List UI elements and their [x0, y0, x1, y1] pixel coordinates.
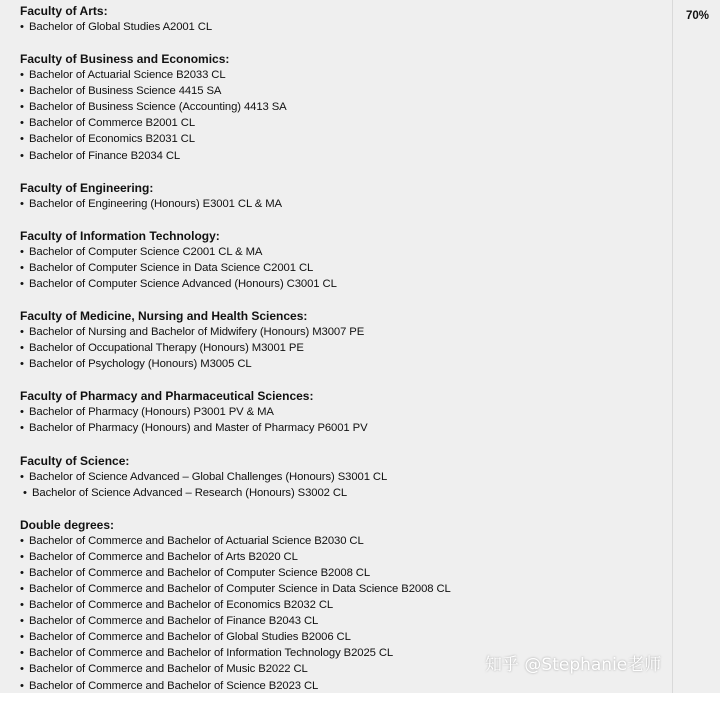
degree-name: Bachelor of Commerce and Bachelor of Global Studies B2006 CL — [29, 631, 351, 644]
degree-name: Bachelor of Nursing and Bachelor of Midwifery (Honours) M3007 PE — [29, 326, 365, 339]
degree-name: Bachelor of Pharmacy (Honours) P3001 PV & MA — [29, 406, 274, 419]
bullet-icon: • — [20, 101, 24, 114]
bullet-icon: • — [23, 486, 27, 499]
bullet-icon: • — [20, 21, 24, 33]
degree-list-item — [20, 549, 670, 565]
degree-list-item — [20, 340, 670, 356]
degree-list-item — [20, 581, 670, 597]
bullet-icon: • — [20, 679, 24, 692]
faculty-section — [20, 51, 670, 164]
degree-list-item — [20, 420, 670, 436]
degree-list-item — [20, 565, 670, 581]
degree-name: Bachelor of Commerce and Bachelor of Computer Science in Data Science B2008 CL — [29, 582, 451, 595]
bullet-icon: • — [20, 261, 24, 274]
bullet-icon: • — [20, 663, 24, 676]
degree-name: Bachelor of Commerce and Bachelor of Music B2022 CL — [29, 663, 308, 676]
degree-list-item — [20, 19, 670, 35]
degree-name: Bachelor of Commerce and Bachelor of Arts B2020 CL — [29, 550, 298, 563]
degree-name: Bachelor of Commerce B2001 CL — [29, 117, 196, 130]
faculty-section — [20, 228, 670, 292]
degree-name: Bachelor of Commerce and Bachelor of Finance B2043 CL — [29, 615, 319, 628]
degree-list-item — [20, 629, 670, 645]
bullet-icon: • — [20, 406, 24, 419]
faculty-title: Faculty of Pharmacy and Pharmaceutical Sciences: — [20, 389, 314, 404]
degree-list-item — [20, 148, 670, 164]
degree-list-item — [20, 83, 670, 99]
faculty-title: Faculty of Science: — [20, 453, 130, 468]
bullet-icon: • — [20, 149, 24, 162]
bullet-icon: • — [20, 550, 24, 563]
degree-name: Bachelor of Economics B2031 CL — [29, 133, 195, 146]
bullet-icon: • — [20, 534, 24, 547]
degree-list-item — [20, 404, 670, 420]
degree-name: Bachelor of Science Advanced – Global Challenges (Honours) S3001 CL — [29, 470, 388, 483]
degree-list-item — [20, 469, 670, 485]
degree-name: Bachelor of Commerce and Bachelor of Information Technology B2025 CL — [29, 647, 394, 660]
bullet-icon: • — [20, 422, 24, 435]
percentage-column — [673, 0, 720, 693]
degree-list-item — [20, 356, 670, 372]
degree-name: Bachelor of Science Advanced – Research (Honours) S3002 CL — [32, 486, 348, 499]
bullet-icon: • — [20, 197, 24, 210]
degree-name: Bachelor of Computer Science C2001 CL & MA — [29, 245, 263, 258]
bullet-icon: • — [20, 358, 24, 371]
degree-name: Bachelor of Occupational Therapy (Honours) M3001 PE — [29, 342, 304, 355]
degree-name: Bachelor of Computer Science in Data Science C2001 CL — [29, 261, 314, 274]
watermark: 知乎 @Stephanie老师 — [485, 655, 662, 675]
degree-list-item — [20, 276, 670, 292]
degree-name: Bachelor of Global Studies A2001 CL — [29, 21, 213, 33]
degree-name: Bachelor of Computer Science Advanced (Honours) C3001 CL — [29, 277, 337, 290]
degree-list-item — [20, 131, 670, 147]
faculty-title: Faculty of Medicine, Nursing and Health Sciences: — [20, 309, 308, 324]
degree-list-item — [20, 613, 670, 629]
degree-name: Bachelor of Finance B2034 CL — [29, 149, 181, 162]
bullet-icon: • — [20, 117, 24, 130]
degree-name: Bachelor of Commerce and Bachelor of Economics B2032 CL — [29, 599, 334, 612]
faculty-section — [20, 453, 670, 501]
bullet-icon: • — [20, 342, 24, 355]
faculty-section — [20, 388, 670, 436]
course-list — [20, 3, 670, 710]
faculty-section — [20, 3, 670, 35]
faculty-title: Faculty of Engineering: — [20, 180, 154, 195]
degree-name: Bachelor of Commerce and Bachelor of Computer Science B2008 CL — [29, 566, 371, 579]
degree-name: Bachelor of Commerce and Bachelor of Science B2023 CL — [29, 679, 319, 692]
degree-list-item — [20, 115, 670, 131]
bullet-icon: • — [20, 647, 24, 660]
bullet-icon: • — [20, 582, 24, 595]
faculty-section — [20, 180, 670, 212]
bullet-icon: • — [20, 615, 24, 628]
bullet-icon: • — [20, 245, 24, 258]
degree-list-item — [20, 678, 670, 694]
degree-name: Bachelor of Engineering (Honours) E3001 CL & MA — [29, 197, 282, 210]
degree-name: Bachelor of Commerce and Bachelor of Actuarial Science B2030 CL — [29, 534, 364, 547]
faculty-title: Faculty of Information Technology: — [20, 228, 220, 243]
bullet-icon: • — [20, 326, 24, 339]
degree-list-item — [20, 244, 670, 260]
degree-list-item — [20, 324, 670, 340]
degree-list-item — [20, 196, 670, 212]
degree-list-item — [20, 67, 670, 83]
degree-list-item — [20, 485, 670, 501]
degree-name: Bachelor of Business Science 4415 SA — [29, 85, 222, 98]
bullet-icon: • — [20, 85, 24, 98]
degree-name: Bachelor of Pharmacy (Honours) and Master of Pharmacy P6001 PV — [29, 422, 368, 435]
degree-list-item — [20, 597, 670, 613]
faculty-title: Faculty of Business and Economics: — [20, 52, 230, 67]
faculty-section — [20, 308, 670, 372]
bullet-icon: • — [20, 69, 24, 82]
bullet-icon: • — [20, 133, 24, 146]
bullet-icon: • — [20, 277, 24, 290]
degree-name: Bachelor of Business Science (Accounting) 4413 SA — [29, 101, 287, 114]
bullet-icon: • — [20, 470, 24, 483]
degree-name: Bachelor of Psychology (Honours) M3005 CL — [29, 358, 252, 371]
degree-list-item — [20, 99, 670, 115]
degree-name: Bachelor of Actuarial Science B2033 CL — [29, 69, 226, 82]
degree-list-item — [20, 533, 670, 549]
degree-list-item — [20, 260, 670, 276]
faculty-title: Double degrees: — [20, 517, 115, 532]
faculty-title: Faculty of Arts: — [20, 4, 108, 18]
bullet-icon: • — [20, 566, 24, 579]
bullet-icon: • — [20, 631, 24, 644]
percentage-value: 70% — [686, 10, 710, 22]
bullet-icon: • — [20, 599, 24, 612]
